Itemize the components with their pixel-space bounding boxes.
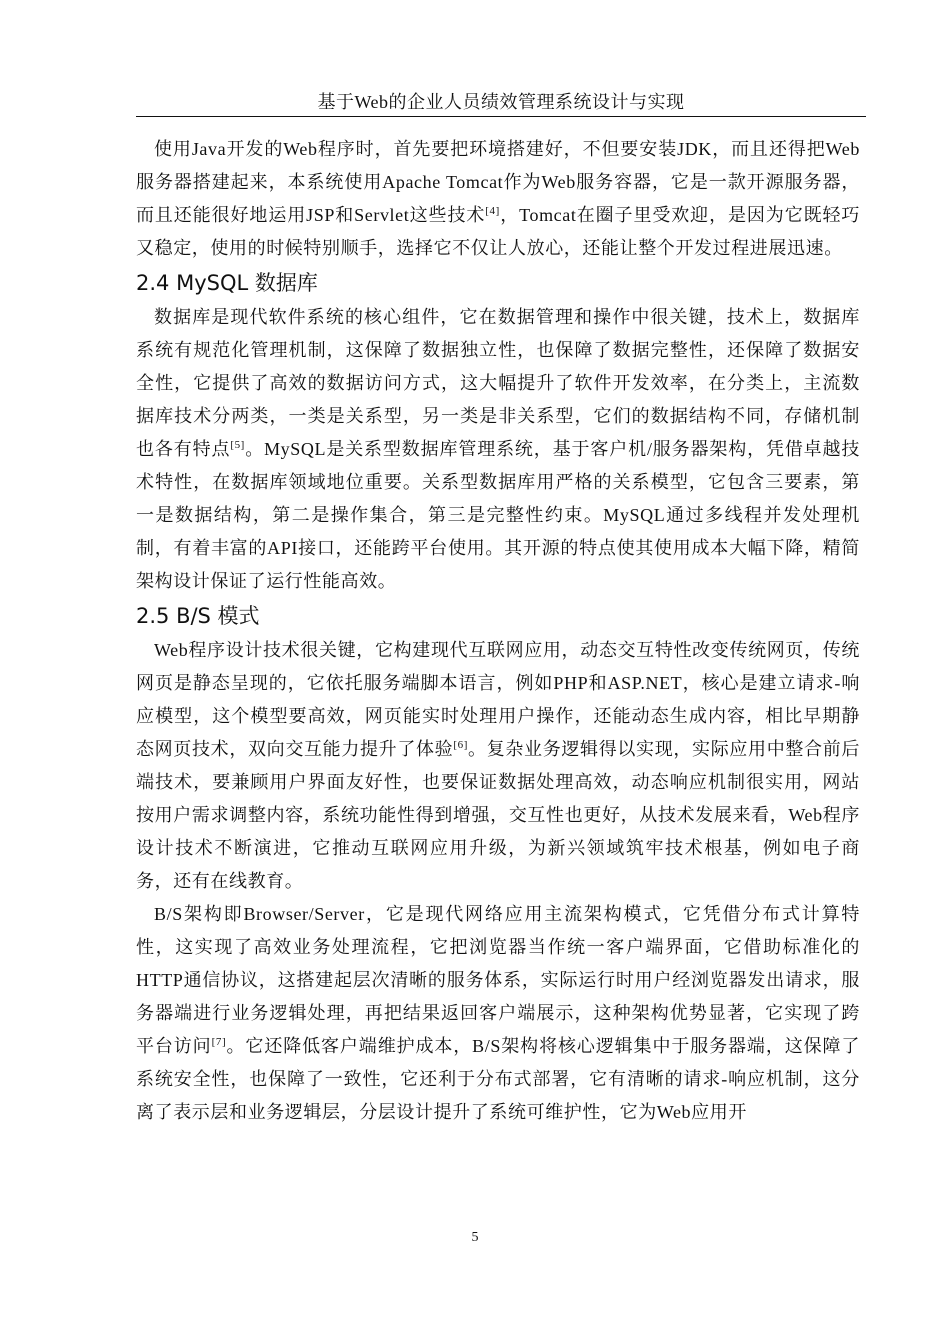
paragraph-text: Web程序设计技术很关键，它构建现代互联网应用，动态交互特性改变传统网页，传统网页是静态呈现的，它依托服务端脚本语言，例如PHP和ASP.NET，核心是建立请求-响应模型，这个模型要高效，网页能实时处理用户操作，还能动态生成内容，相比早期静态网页技术，双向交互能力提升了体验 — [136, 640, 860, 759]
paragraph-text-continued: 。它还降低客户端维护成本，B/S架构将核心逻辑集中于服务器端，这保障了系统安全性，也保障了一致性，它还利于分布式部署，它有清晰的请求-响应机制，这分离了表示层和业务逻辑层，分层设计提升了系统可维护性，它为Web应用开 — [136, 1036, 861, 1122]
section-heading-mysql: 2.4 MySQL 数据库 — [136, 271, 318, 295]
paragraph-tomcat — [136, 133, 860, 265]
section-heading-bs: 2.5 B/S 模式 — [136, 604, 260, 628]
header-rule — [136, 116, 866, 117]
paragraph-text: 使用Java开发的Web程序时，首先要把环境搭建好，不但要安装JDK，而且还得把Web服务器搭建起来，本系统使用Apache Tomcat作为Web服务容器，它是一款开源服务器，而且还能很好地运用JSP和Servlet这些技术 — [136, 139, 860, 225]
running-header: 基于Web的企业人员绩效管理系统设计与实现 — [317, 92, 685, 112]
paragraph-text-continued: 。复杂业务逻辑得以实现，实际应用中整合前后端技术，要兼顾用户界面友好性，也要保证数据处理高效，动态响应机制很实用，网站按用户需求调整内容，系统功能性得到增强，交互性也更好，从技术发展来看，Web程序设计技术不断演进，它推动互联网应用升级，为新兴领域筑牢技术根基，例如电子商务，还有在线教育。 — [136, 739, 860, 891]
paragraph-bs-architecture — [136, 898, 860, 1129]
page-body — [136, 133, 860, 1129]
paragraph-text-continued: ，Tomcat在圈子里受欢迎，是因为它既轻巧又稳定，使用的时候特别顺手，选择它不仅让人放心，还能让整个开发过程进展迅速。 — [136, 205, 860, 258]
paragraph-text: 数据库是现代软件系统的核心组件，它在数据管理和操作中很关键，技术上，数据库系统有规范化管理机制，这保障了数据独立性，也保障了数据完整性，还保障了数据安全性，它提供了高效的数据访问方式，这大幅提升了软件开发效率，在分类上，主流数据库技术分两类，一类是关系型，另一类是非关系型，它们的数据结构不同，存储机制也各有特点 — [136, 307, 860, 459]
paragraph-text-continued: 。MySQL是关系型数据库管理系统，基于客户机/服务器架构，凭借卓越技术特性，在数据库领域地位重要。关系型数据库用严格的关系模型，它包含三要素，第一是数据结构，第二是操作集合，第三是完整性约束。MySQL通过多线程并发处理机制，有着丰富的API接口，还能跨平台使用。其开源的特点使其使用成本大幅下降，精简架构设计保证了运行性能高效。 — [136, 439, 861, 591]
paragraph-text: B/S架构即Browser/Server，它是现代网络应用主流架构模式，它凭借分布式计算特性，这实现了高效业务处理流程，它把浏览器当作统一客户端界面，它借助标准化的HTTP通信协议，这搭建起层次清晰的服务体系，实际运行时用户经浏览器发出请求，服务器端进行业务逻辑处理，再把结果返回客户端展示，这种架构优势显著，它实现了跨平台访问 — [136, 904, 860, 1056]
citation-ref: [4] — [485, 205, 500, 217]
citation-ref: [7] — [211, 1036, 227, 1048]
paragraph-web-programming — [136, 634, 860, 898]
page-number: 5 — [471, 1230, 479, 1245]
citation-ref: [6] — [453, 739, 468, 751]
paragraph-mysql — [136, 301, 860, 598]
citation-ref: [5] — [230, 439, 245, 451]
